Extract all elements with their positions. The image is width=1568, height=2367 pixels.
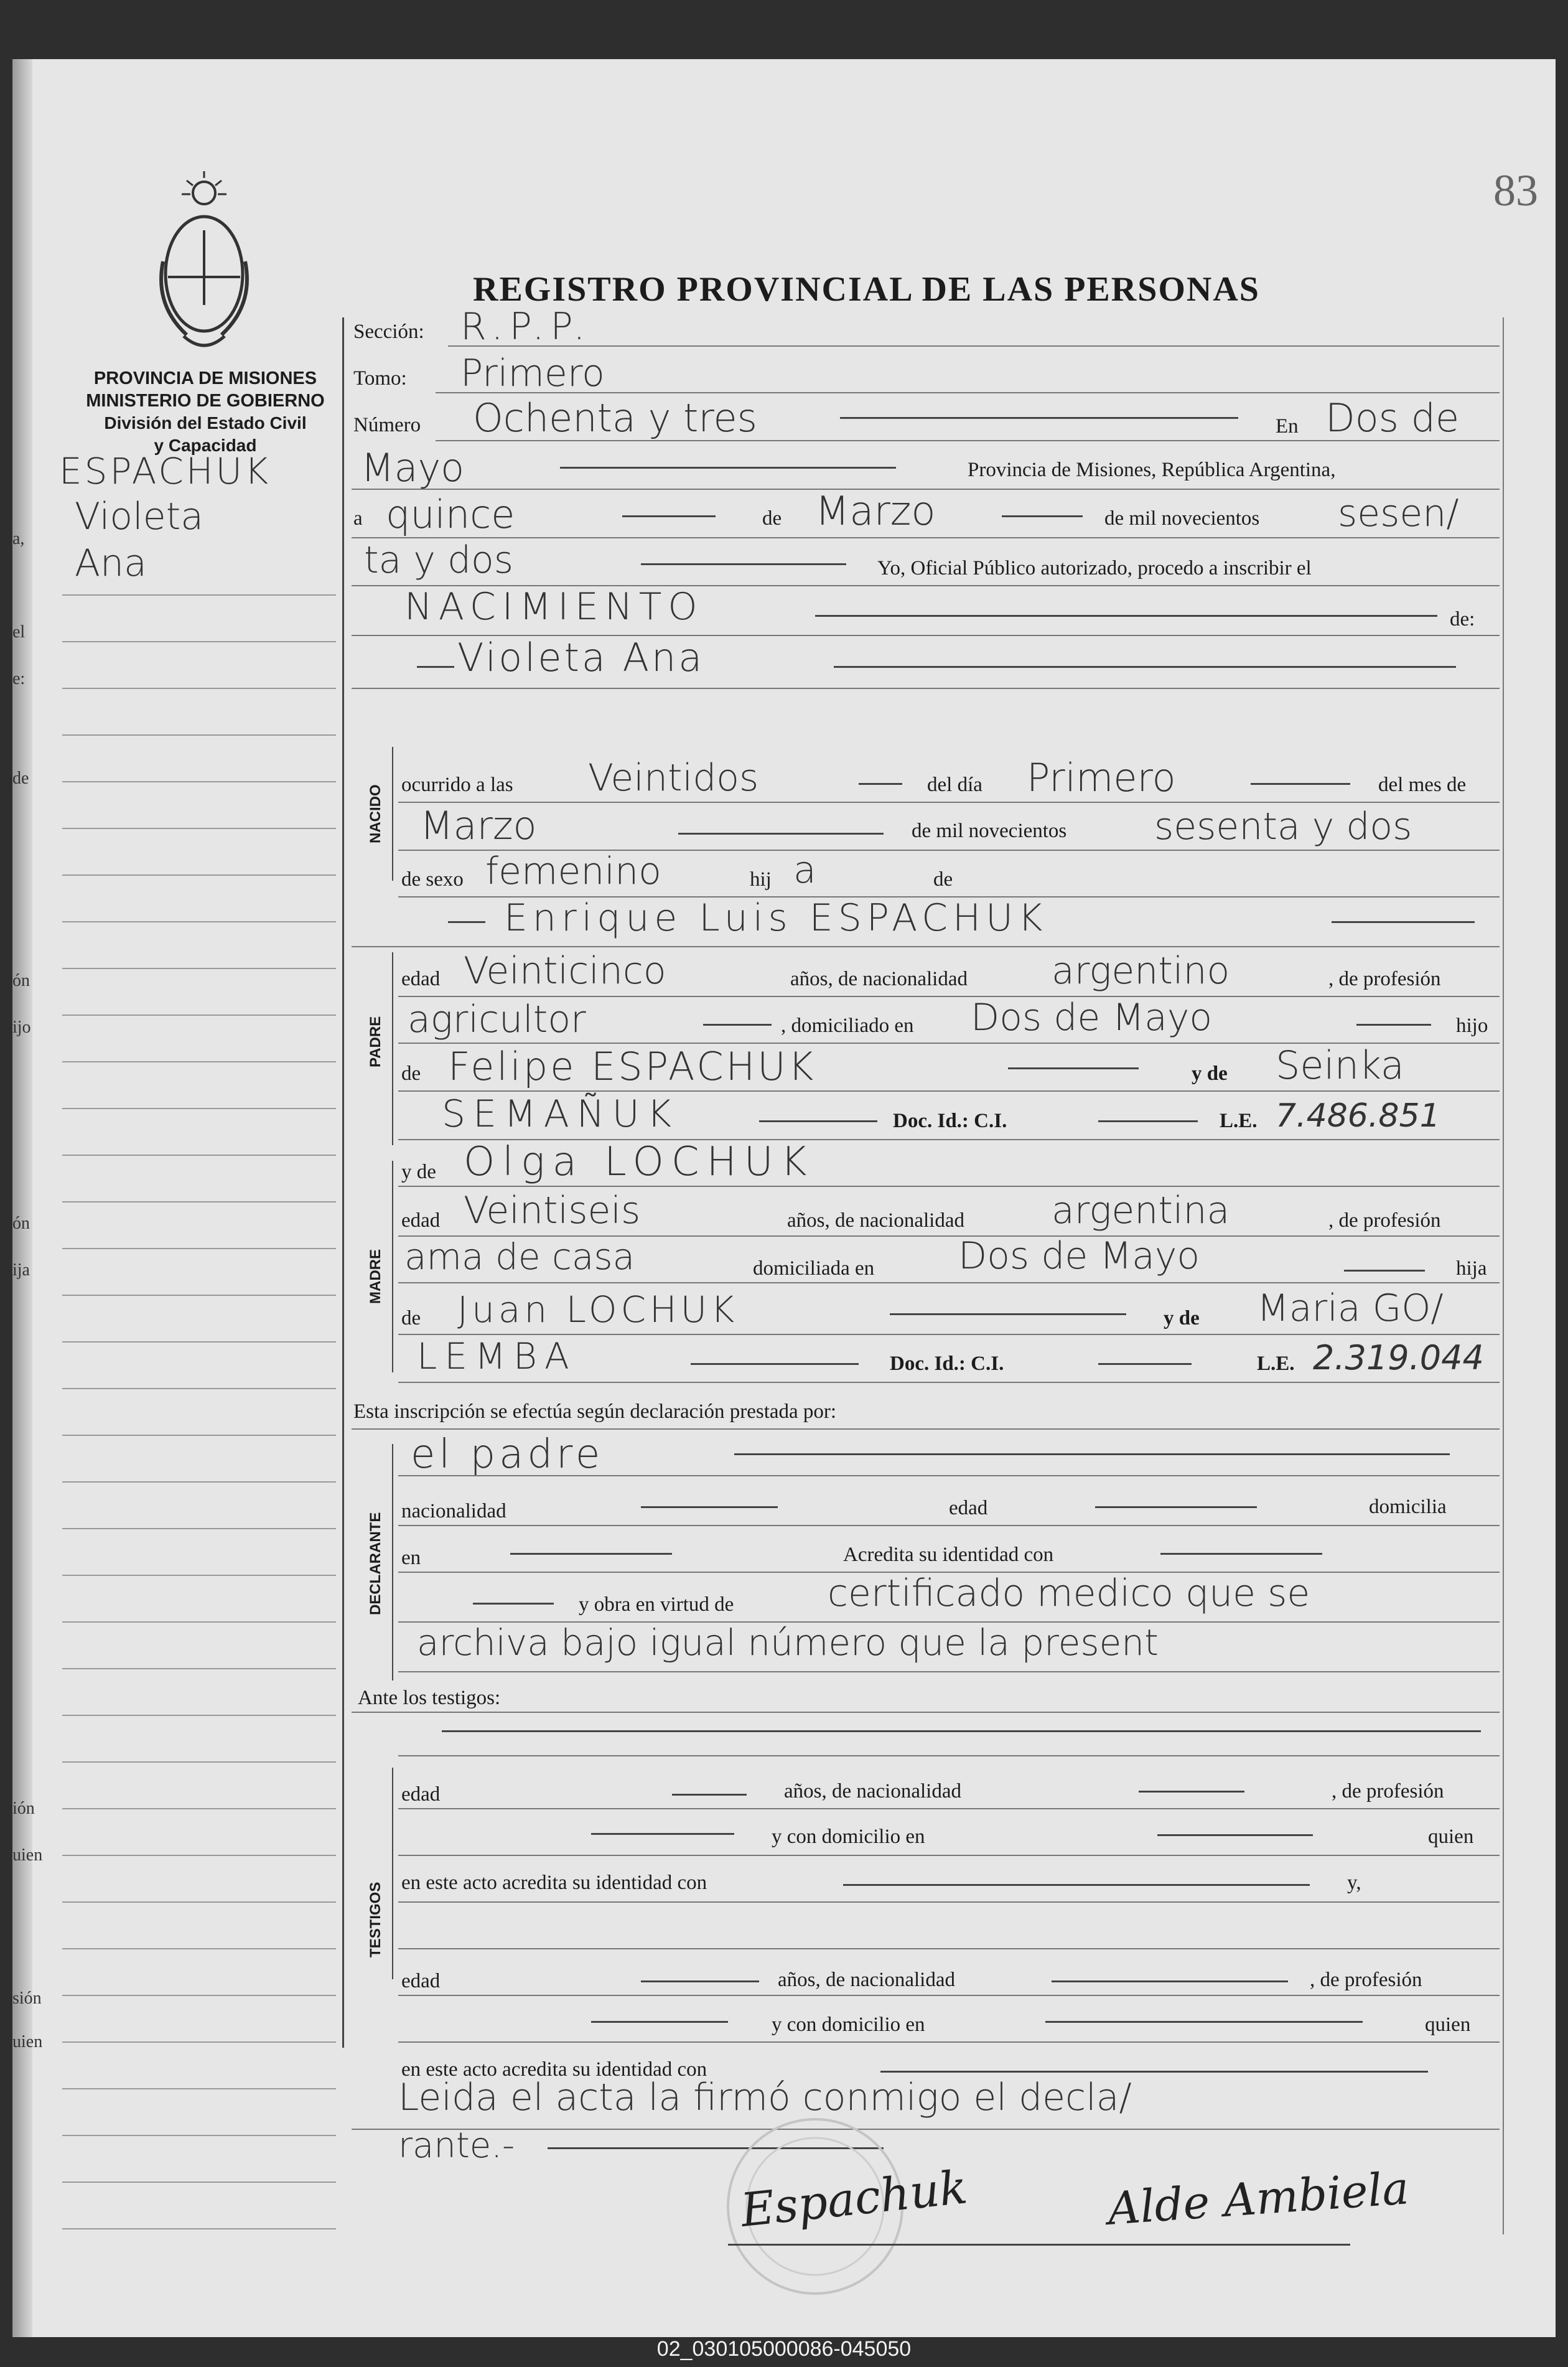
profesion-label: , de profesión [1328,1209,1441,1232]
fill-dash [734,1453,1450,1455]
section-divider [392,747,393,881]
y-de-label: y de [1164,1307,1200,1329]
closing-line-1: Leida el acta la firmó conmigo el decla/ [398,2076,1132,2119]
numero-label: Número [353,414,421,436]
fill-dash [641,563,846,565]
register-page [12,59,1556,2337]
father-profession-value: agricultor [408,998,586,1041]
margin-ruled-line [62,1108,336,1109]
fill-dash [1002,515,1083,517]
margin-ruled-line [62,734,336,736]
de-label: de [401,1307,421,1329]
previous-page-fragment: ión [12,1799,35,1818]
margin-ruled-line [62,1761,336,1763]
fill-dash [448,921,485,923]
paternal-grandfather-value: Felipe ESPACHUK [448,1044,816,1089]
previous-page-edge [12,377,56,2337]
form-line [398,1186,1500,1187]
profesion-label: , de profesión [1332,1780,1444,1802]
fill-dash [1160,1553,1322,1555]
nacionalidad-label: años, de nacionalidad [784,1780,961,1802]
maternal-grandmother-value-1: Maria GO/ [1257,1287,1444,1330]
previous-page-fragment: e: [12,669,26,688]
fill-dash [843,1884,1310,1886]
margin-ruled-line [62,688,336,689]
margin-ruled-line [62,781,336,782]
mil-novecientos-label: de mil novecientos [912,820,1067,842]
fill-dash [1251,783,1350,785]
nacionalidad-label: años, de nacionalidad [778,1969,955,1991]
obra-label: y obra en virtud de [579,1593,734,1616]
tomo-value: Primero [460,352,605,395]
y-de-label: y de [1192,1062,1228,1085]
org-division: División del Estado Civil [104,413,307,433]
margin-ruled-line [62,1668,336,1669]
domicilio-label: y con domicilio en [772,1826,925,1848]
previous-page-fragment: ija [12,1260,30,1280]
ante-testigos-text: Ante los testigos: [358,1687,501,1709]
fill-dash [859,783,902,785]
margin-ruled-line [62,1528,336,1529]
margin-ruled-line [62,874,336,876]
form-line [398,1995,1500,1996]
form-line [352,537,1500,538]
seccion-label: Sección: [353,321,424,343]
margin-ruled-line [62,641,336,642]
acredita-label: Acredita su identidad con [843,1544,1054,1566]
fill-dash [560,467,896,469]
profesion-label: , de profesión [1328,968,1441,990]
edad-label: edad [401,1783,441,1806]
le-label: L.E. [1220,1110,1258,1132]
hija-label: hija [1456,1257,1487,1280]
del-mes-label: del mes de [1378,774,1467,796]
year-born-value: sesenta y dos [1154,805,1412,848]
form-line [398,1282,1500,1283]
official-signature: Alde Ambiela [1106,2162,1411,2235]
father-domicile-value: Dos de Mayo [971,996,1213,1039]
edad-label: edad [949,1497,988,1519]
fill-dash [1052,1980,1288,1982]
margin-ruled-line [62,1155,336,1156]
fill-dash [417,666,454,668]
year-value-1: sesen/ [1338,492,1459,535]
y-de-label: y de [401,1161,436,1183]
edad-label: edad [401,1970,441,1992]
numero-value: Ochenta y tres [473,395,757,441]
margin-ruled-line [62,1575,336,1576]
margin-surname: ESPACHUK [59,450,271,492]
domiciliada-label: domiciliada en [753,1257,875,1280]
previous-page-fragment: a, [12,529,25,548]
form-line [352,946,1500,947]
fill-dash [510,1553,672,1555]
en-label: En [1276,415,1299,438]
declarant-signature: Espachuk [738,2160,970,2238]
closing-line-2: rante.- [398,2126,515,2166]
mother-profession-value: ama de casa [404,1235,635,1278]
margin-ruled-line [62,1481,336,1483]
margin-ruled-line [62,1248,336,1249]
previous-page-fragment: ón [12,1214,30,1233]
previous-page-fragment: uien [12,1845,43,1865]
sexo-label: de sexo [401,868,464,891]
margin-ruled-line [62,2182,336,2183]
margin-ruled-line [62,1948,336,1949]
month-value: Marzo [815,489,936,535]
fill-dash [834,666,1456,668]
org-division-2: y Capacidad [154,436,257,455]
previous-page-fragment: ón [12,971,30,990]
issuing-authority [62,367,348,457]
margin-ruled-line [62,1295,336,1296]
mil-novecientos-text: de mil novecientos [1104,507,1260,530]
margin-ruled-line [62,1995,336,1996]
padre-section-label: PADRE [367,1016,384,1067]
fill-dash [759,1120,877,1122]
obra-value-1: certificado medico que se [828,1572,1310,1615]
margin-ruled-line [62,1388,336,1389]
org-province: PROVINCIA DE MISIONES [93,368,317,388]
margin-ruled-line [62,1435,336,1436]
margin-ruled-line [62,1201,336,1202]
year-value-2: ta y dos [364,538,513,582]
de-colon-label: de: [1450,608,1475,630]
fill-dash [672,1794,747,1796]
fill-dash [703,1024,772,1026]
fill-dash [678,833,884,835]
margin-ruled-line [62,1901,336,1903]
fill-dash [473,1603,554,1605]
margin-ruled-line [62,1855,336,1856]
nacionalidad-label: nacionalidad [401,1500,506,1522]
page-number: 83 [1493,166,1538,215]
previous-page-fragment: ijo [12,1018,31,1037]
form-line [398,1901,1500,1903]
national-coat-of-arms-icon [149,168,258,361]
previous-page-fragment: de [12,769,29,788]
declaration-intro: Esta inscripción se efectúa según declaración prestada por: [353,1400,837,1423]
fill-dash [815,615,1437,617]
form-line [436,392,1500,393]
margin-ruled-line [62,1015,336,1016]
hour-value: Veintidos [588,756,759,800]
oficial-text: Yo, Oficial Público autorizado, procedo a inscribir el [877,557,1312,579]
sexo-value: femenino [485,850,661,893]
nacionalidad-label: años, de nacionalidad [790,968,968,990]
previous-page-fragment: sión [12,1989,42,2008]
father-nationality-value: argentino [1052,949,1230,993]
margin-first-name: Violeta [75,495,203,538]
fill-dash [840,417,1238,419]
margin-ruled-line [62,1808,336,1809]
form-line [436,440,1500,441]
form-line [448,345,1500,347]
provincia-text: Provincia de Misiones, República Argentina, [968,459,1336,481]
form-line [398,2041,1500,2043]
fill-dash [591,1833,734,1835]
fill-dash [1095,1506,1257,1508]
fill-dash [1098,1120,1198,1122]
le-label: L.E. [1257,1352,1295,1375]
quien-label: quien [1425,2013,1471,2036]
margin-ruled-line [62,594,336,596]
form-line [398,1671,1500,1672]
day-value: quince [386,492,515,537]
form-right-border [1503,317,1504,2234]
testigos-section-label: TESTIGOS [367,1882,384,1957]
margin-ruled-line [62,2228,336,2229]
nacido-section-label: NACIDO [367,784,384,843]
domicilio-label: y con domicilio en [772,2013,925,2036]
day-born-value: Primero [1027,755,1176,800]
person-name-value: Violeta Ana [457,635,705,680]
fill-dash [1356,1024,1431,1026]
fill-dash [1098,1363,1192,1365]
margin-ruled-line [62,1621,336,1623]
edad-label: edad [401,1209,441,1232]
margin-ruled-line [62,2041,336,2043]
a-label: a [353,507,363,530]
fill-dash [1008,1067,1139,1069]
hijo-label: hijo [1456,1015,1488,1037]
document-title: REGISTRO PROVINCIAL DE LAS PERSONAS [473,270,1260,309]
form-line [398,1382,1500,1383]
section-divider [392,1161,393,1372]
edad-label: edad [401,968,441,990]
act-value: NACIMIENTO [404,585,704,629]
previous-page-fragment: el [12,622,26,642]
paternal-grandmother-value-1: Seinka [1276,1043,1404,1088]
doc-id-label: Doc. Id.: C.I. [890,1352,1004,1375]
mother-domicile-value: Dos de Mayo [958,1234,1200,1278]
declarant-value: el padre [411,1432,604,1478]
de-label: de [401,1062,421,1085]
acredita-label: en este acto acredita su identidad con [401,2058,707,2081]
quien-label: quien [1428,1826,1474,1848]
del-dia-label: del día [927,774,982,796]
place-value-2: Mayo [361,445,465,490]
fill-dash [880,2071,1428,2073]
margin-ruled-line [62,1061,336,1062]
mother-name-value: Olga LOCHUK [464,1139,814,1185]
form-line [398,1855,1500,1856]
father-age-value: Veinticinco [464,949,666,993]
mother-age-value: Veintiseis [464,1189,641,1232]
paternal-grandmother-value-2: SEMAÑUK [442,1092,679,1136]
mother-le-value: 2.319.044 [1313,1338,1484,1377]
hij-value: a [793,848,816,892]
doc-id-label: Doc. Id.: C.I. [893,1110,1007,1132]
section-divider [392,952,393,1145]
tomo-label: Tomo: [353,367,407,390]
margin-second-name: Ana [75,541,147,585]
profesion-label: , de profesión [1310,1969,1422,1991]
form-left-border [342,317,344,2048]
fill-dash [890,1313,1126,1315]
ocurrido-label: ocurrido a las [401,774,513,796]
declarante-section-label: DECLARANTE [367,1512,384,1615]
fill-dash [1332,921,1475,923]
form-line [398,996,1500,997]
form-line [352,688,1500,689]
seccion-value: R.P.P. [460,305,592,349]
form-line [352,1712,1500,1713]
margin-ruled-line [62,921,336,922]
margin-ruled-line [62,2135,336,2136]
form-line [398,802,1500,803]
form-line [352,1428,1500,1430]
fill-dash [622,515,716,517]
fill-dash [442,1730,1481,1732]
hij-label: hij [750,868,772,891]
fill-dash [1157,1834,1313,1836]
fill-dash [591,2021,728,2023]
maternal-grandfather-value: Juan LOCHUK [457,1288,739,1331]
form-line [398,1948,1500,1949]
margin-ruled-line [62,828,336,829]
fill-dash [641,1506,778,1508]
margin-ruled-line [62,1715,336,1716]
en-label: en [401,1547,421,1569]
margin-ruled-line [62,2088,336,2089]
org-ministry: MINISTERIO DE GOBIERNO [86,391,325,411]
father-le-value: 7.486.851 [1276,1097,1440,1135]
margin-ruled-line [62,968,336,969]
father-name-value: Enrique Luis ESPACHUK [504,896,1048,940]
de-label: de [933,868,953,891]
form-line [398,1525,1500,1526]
form-line [398,1090,1500,1092]
fill-dash [1344,1270,1425,1272]
margin-ruled-line [62,1341,336,1343]
de-label: de [762,507,782,530]
form-line [352,2129,1500,2130]
y-label: y, [1347,1872,1361,1894]
domiciliado-label: , domiciliado en [781,1015,914,1037]
form-line [398,1475,1500,1476]
maternal-grandmother-value-2: LEMBA [417,1335,577,1377]
image-identifier: 02_030105000086-045050 [656,2337,912,2361]
acredita-label: en este acto acredita su identidad con [401,1872,707,1894]
form-line [398,1755,1500,1756]
domicilia-label: domicilia [1369,1496,1447,1518]
section-divider [392,1444,393,1680]
fill-dash [691,1363,859,1365]
month-born-value: Marzo [420,803,537,848]
section-divider [392,1768,393,1979]
signature-line [728,2244,1350,2246]
nacionalidad-label: años, de nacionalidad [787,1209,964,1232]
fill-dash [1045,2021,1363,2023]
fill-dash [1139,1791,1244,1793]
place-value-1: Dos de [1325,395,1460,441]
obra-value-2: archiva bajo igual número que la present [417,1621,1159,1664]
fill-dash [641,1980,759,1982]
mother-nationality-value: argentina [1052,1189,1230,1232]
madre-section-label: MADRE [367,1249,384,1304]
previous-page-fragment: uien [12,2032,43,2051]
form-line [398,1808,1500,1809]
